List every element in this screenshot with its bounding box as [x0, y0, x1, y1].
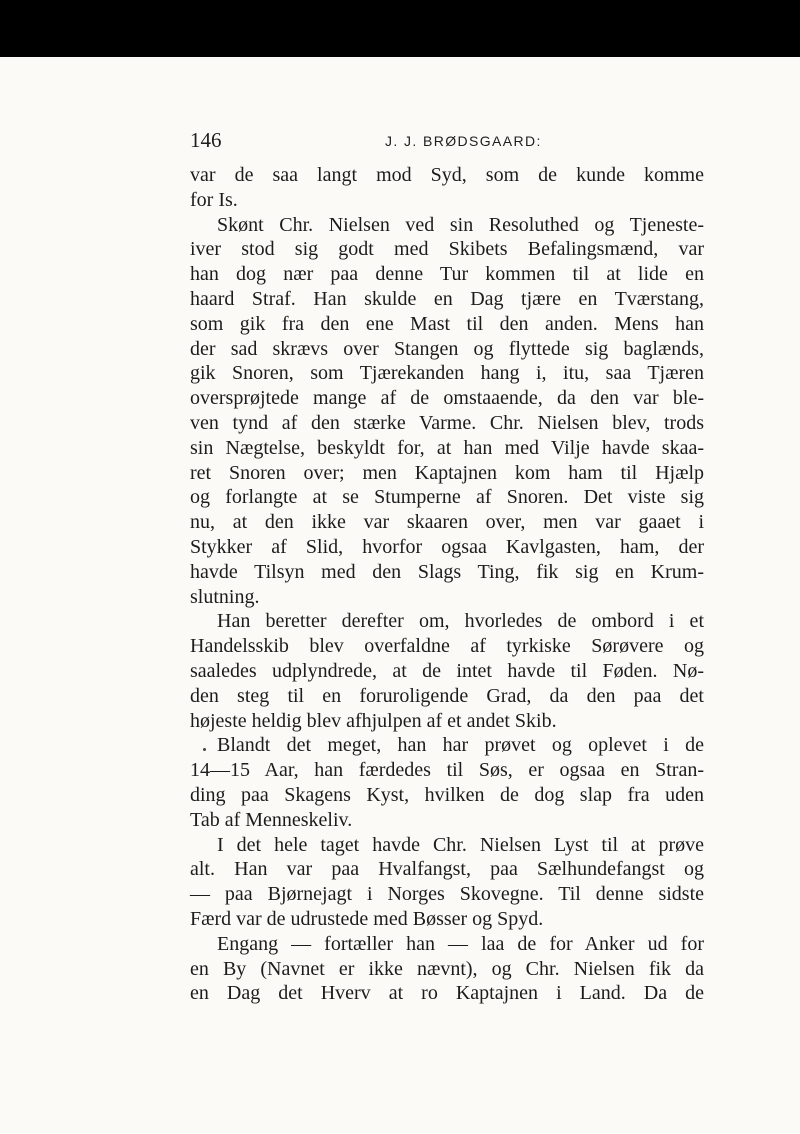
text-line: ding paa Skagens Kyst, hvilken de dog slap fra uden [190, 783, 704, 806]
running-head: J. J. BRØDSGAARD: [385, 133, 542, 149]
paragraph-start-line: Skønt Chr. Nielsen ved sin Resoluthed og Tjeneste- [217, 213, 704, 236]
paragraph-start-line: I det hele taget havde Chr. Nielsen Lyst til at prøve [217, 833, 704, 856]
text-line: for Is. [190, 188, 238, 211]
text-line: han dog nær paa denne Tur kommen til at lide en [190, 263, 704, 286]
text-line: sin Nægtelse, beskyldt for, at han med Vilje havde skaa- [190, 436, 704, 459]
text-line: oversprøjtede mange af de omstaaende, da den var ble- [190, 387, 704, 410]
page-number: 146 [190, 128, 222, 152]
text-line: ret Snoren over; men Kaptajnen kom ham til Hjælp [190, 461, 704, 484]
text-line: iver stod sig godt med Skibets Befalingsmænd, var [190, 238, 704, 261]
scan-speck [203, 748, 206, 751]
text-line: haard Straf. Han skulde en Dag tjære en Tværstang, [190, 287, 704, 310]
page-header [190, 127, 703, 155]
text-line: som gik fra den ene Mast til den anden. Mens han [190, 312, 704, 335]
text-line: saaledes udplyndrede, at de intet havde til Føden. Nø- [190, 659, 704, 682]
text-line: havde Tilsyn med den Slags Ting, fik sig en Krum- [190, 560, 704, 583]
text-line: ven tynd af den stærke Varme. Chr. Nielsen blev, trods [190, 411, 704, 434]
text-line: alt. Han var paa Hvalfangst, paa Sælhundefangst og [190, 858, 704, 881]
text-line: — paa Bjørnejagt i Norges Skovegne. Til denne sidste [190, 883, 704, 906]
text-line: Handelsskib blev overfaldne af tyrkiske Sørøvere og [190, 635, 704, 658]
text-line: slutning. [190, 585, 260, 608]
text-line: Stykker af Slid, hvorfor ogsaa Kavlgasten, ham, der [190, 535, 704, 558]
text-line: en By (Navnet er ikke nævnt), og Chr. Nielsen fik da [190, 957, 704, 980]
text-line: der sad skrævs over Stangen og flyttede sig baglænds, [190, 337, 704, 360]
text-line: den steg til en foruroligende Grad, da den paa det [190, 684, 704, 707]
text-line: Færd var de udrustede med Bøsser og Spyd. [190, 907, 544, 930]
text-line: nu, at den ikke var skaaren over, men var gaaet i [190, 511, 704, 534]
text-line: var de saa langt mod Syd, som de kunde komme [190, 164, 704, 186]
text-line: gik Snoren, som Tjærekanden hang i, itu, saa Tjæren [190, 362, 704, 385]
text-line: en Dag det Hverv at ro Kaptajnen i Land. Da de [190, 982, 704, 1005]
paragraph-start-line: Han beretter derefter om, hvorledes de ombord i et [217, 610, 704, 633]
body-text [190, 163, 704, 1006]
text-line: og forlangte at se Stumperne af Snoren. Det viste sig [190, 486, 704, 509]
scan-top-border [0, 0, 800, 57]
paragraph-start-line: Engang — fortæller han — laa de for Anker ud for [217, 932, 704, 955]
text-line: 14—15 Aar, han færdedes til Søs, er ogsaa en Stran- [190, 759, 704, 782]
text-line: Tab af Menneskeliv. [190, 808, 353, 831]
paragraph-start-line: Blandt det meget, han har prøvet og oplevet i de [217, 734, 704, 757]
text-line: højeste heldig blev afhjulpen af et andet Skib. [190, 709, 557, 732]
